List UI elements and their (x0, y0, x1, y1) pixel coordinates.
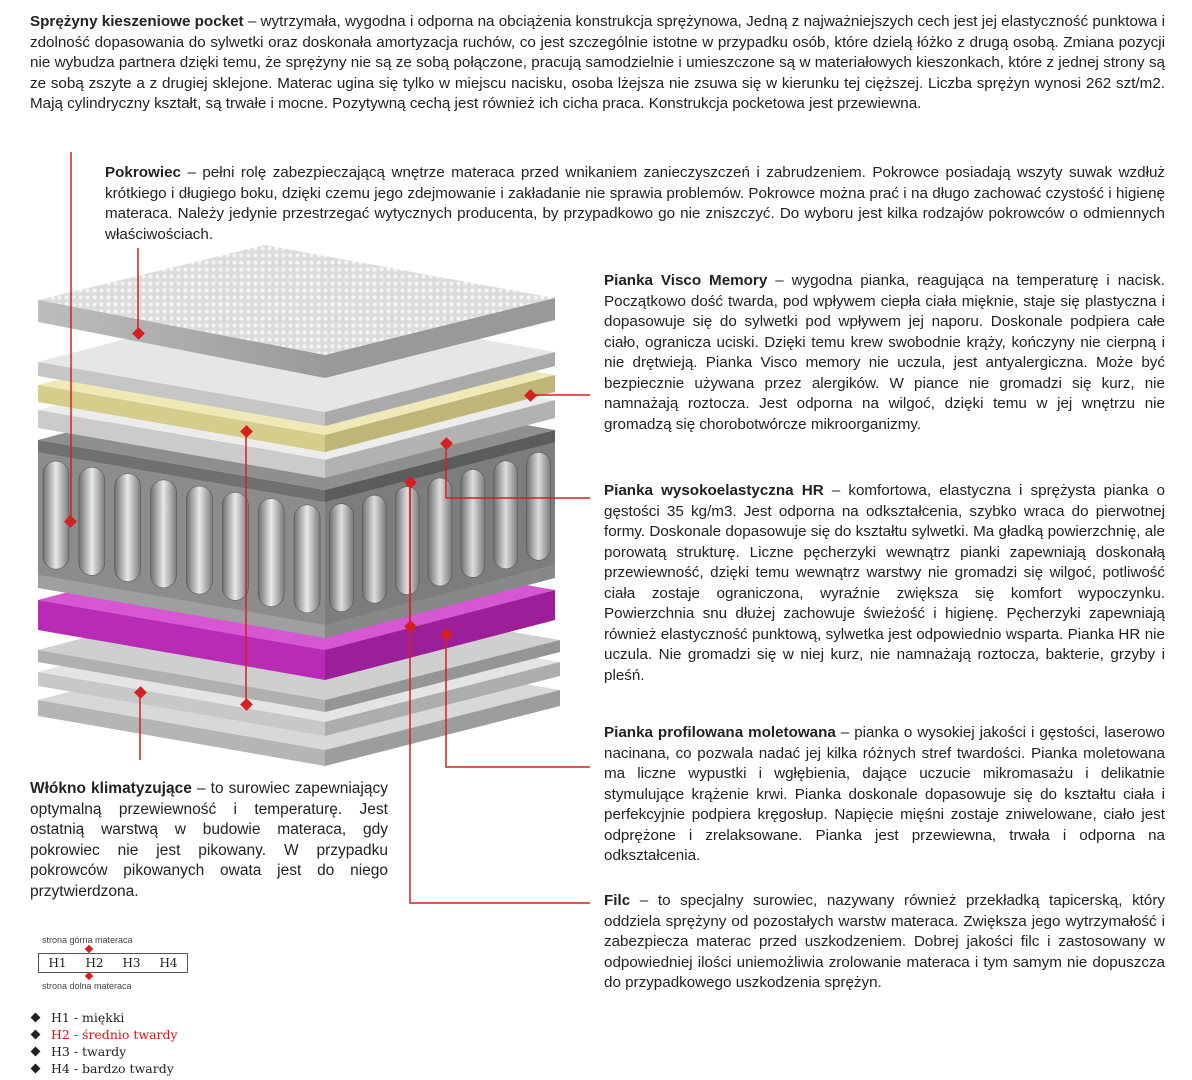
spring-pocket (186, 486, 212, 594)
firmness-top-caption: strona górna materaca (42, 935, 133, 945)
legend-label: H4 - bardzo twardy (51, 1061, 174, 1076)
firmness-bottom-caption: strona dolna materaca (42, 981, 132, 991)
section-climate-fiber (30, 779, 388, 902)
diamond-icon (31, 1047, 41, 1057)
legend-item (30, 1026, 178, 1043)
section-felt (604, 891, 1165, 994)
spring-pocket (527, 452, 551, 560)
section-text: – pełni rolę zabezpieczającą wnętrze materaca przed wnikaniem zanieczyszczeń i zabrudzeniem. Pokrowce posiadają wszyty suwak wzdłuż krótkiego i długiego boku, dzięki czemu jego zdejmowanie i zakładanie nie sprawia problemów. Pokrowce można prać i na długo zachować czystość i higienę materaca. Należy jedynie przestrzegać wytycznych producenta, by przypadkowo go nie zniszczyć. Do wyboru jest kilka rodzajów pokrowców o odmiennych właściwościach. (105, 164, 1165, 243)
legend-label: H2 - średnio twardy (51, 1027, 178, 1042)
firmness-cell-h1: H1 (48, 956, 67, 970)
firmness-scale (38, 953, 188, 973)
firmness-legend (30, 1009, 178, 1077)
section-profiled-foam (604, 723, 1165, 867)
section-title: Pianka wysokoelastyczna HR (604, 482, 824, 499)
spring-pocket (151, 480, 177, 588)
spring-pocket (115, 474, 141, 582)
spring-pocket (329, 504, 353, 612)
legend-label: H3 - twardy (51, 1044, 127, 1059)
spring-pocket (79, 467, 105, 575)
section-title: Pianka profilowana moletowana (604, 724, 836, 741)
firmness-cell-h2: H2 (85, 956, 104, 970)
spring-pocket (222, 492, 248, 600)
section-title: Pianka Visco Memory (604, 272, 768, 289)
legend-item (30, 1043, 178, 1060)
spring-pocket (362, 495, 386, 603)
section-text: – wytrzymała, wygodna i odporna na obciążenia konstrukcja sprężynowa, Jedną z najważniejszych cech jest jej elastyczność punktowa i zdolność dopasowania do sylwetki oraz doskonała amortyzacja ruchów, co jest szczególnie istotne w przypadku osób, które dzielą łóżko z drugą osobą. Zmiana pozycji nie wybudza partnera dzięki temu, że sprężyny nie są ze sobą połączone, pracują samodzielnie i umieszczone są w materiałowych kieszonkach, które z jednej strony są ze sobą zszyte a z drugiej sklejone. Materac ugina się tylko w miejscu nacisku, osoba lżejsza nie zsuwa się w kierunku tej cięższej. Liczba sprężyn wynosi 262 szt/m2. Mają cylindryczny kształt, są trwałe i mocne. Pozytywną cechą jest również ich cicha praca. Konstrukcja pocketowa jest przewiewna. (30, 13, 1165, 112)
spring-pocket (428, 478, 452, 586)
section-hr-foam (604, 481, 1165, 686)
spring-pocket (294, 505, 320, 613)
diamond-icon (31, 1030, 41, 1040)
section-title: Pokrowiec (105, 164, 181, 181)
section-title: Włókno klimatyzujące (30, 780, 192, 797)
section-text: – to surowiec zapewniający optymalną przewiewność i temperaturę. Jest ostatnią warstwą w budowie materaca, gdy pokrowiec nie jest pikowany. W przypadku pokrowców pikowanych owata jest do niego przytwierdzona. (30, 780, 388, 900)
section-title: Sprężyny kieszeniowe pocket (30, 13, 244, 30)
diamond-icon (31, 1064, 41, 1074)
diamond-icon (31, 1013, 41, 1023)
spring-pocket (395, 487, 419, 595)
legend-item (30, 1009, 178, 1026)
legend-label: H1 - miękki (51, 1010, 125, 1025)
section-pocket-springs (30, 12, 1165, 115)
firmness-cell-h4: H4 (159, 956, 178, 970)
section-visco-memory (604, 271, 1165, 435)
section-text: – komfortowa, elastyczna i sprężysta pianka o gęstości 35 kg/m3. Jest odporna na odkształcenia, szybko wraca do pierwotnej formy. Doskonale dopasowuje się do kształtu sylwetki. Ma gładką powierzchnię, ale porowatą strukturę. Liczne pęcherzyki wewnątrz pianki zapewniają doskonałą przewiewność, dzięki temu wewnątrz warstwy nie gromadzi się wilgoć, potliwość ciała zostaje ograniczona, wyraźnie zwiększa się komfort wypoczynku. Powierzchnia snu dłużej zachowuje świeżość i higienę. Pęcherzyki zapewniają również elastyczność punktową, sylwetka jest odpowiednio wsparta. Pianka HR nie uczula. Nie gromadzi się w niej kurz, nie namnażają roztocza, bakterie, grzyby i pleśń. (604, 482, 1165, 684)
section-text: – to specjalny surowiec, nazywany również przekładką tapicerską, który oddziela sprężyny od pozostałych warstw materaca. Zwiększa jego wytrzymałość i zabezpiecza materac przed uszkodzeniem. Dobrej jakości filc i zastosowany w odpowiedniej ilości uniemożliwia zrolowanie materaca i tym samym nie dopuszcza do przypadkowego uszkodzenia sprężyn. (604, 892, 1165, 991)
section-text: – wygodna pianka, reagująca na temperaturę i nacisk. Początkowo dość twarda, pod wpływem ciepła ciała mięknie, staje się plastyczna i dopasowuje się do sylwetki pod wpływem jej naporu. Doskonale podpiera całe ciało, ogranicza uciski. Dzięki temu krew swobodnie krąży, kończyny nie cierpną i nie drętwieją. Pianka Visco memory nie uczula, jest antyalergiczna. Może być bezpiecznie używana przez alergików. W piance nie gromadzi się kurz, nie namnażają roztocza. Jest odporna na wilgoć, dzięki temu w jej wnętrzu nie gromadzą się chorobotwórcze mikroorganizmy. (604, 272, 1165, 433)
spring-pocket (43, 461, 69, 569)
spring-pocket (258, 499, 284, 607)
section-cover (105, 163, 1165, 245)
section-title: Filc (604, 892, 631, 909)
spring-pocket (461, 469, 485, 577)
legend-item (30, 1060, 178, 1077)
section-text: – pianka o wysokiej jakości i gęstości, laserowo nacinana, co pozwala nadać jej kilka różnych stref twardości. Pianka moletowana ma liczne wypustki i wgłębienia, dające uczucie mikromasażu i delikatnie stymulujące krążenie krwi. Pianka doskonale dopasowuje się do kształtu ciała i perfekcyjnie podpiera kręgosłup. Napięcie mięśni zostaje zniwelowane, ciało jest odprężone i zrelaksowane. Pianka jest przewiewna, trwała i odporna na odkształcenia. (604, 724, 1165, 864)
spring-pocket (494, 461, 518, 569)
firmness-cell-h3: H3 (122, 956, 141, 970)
